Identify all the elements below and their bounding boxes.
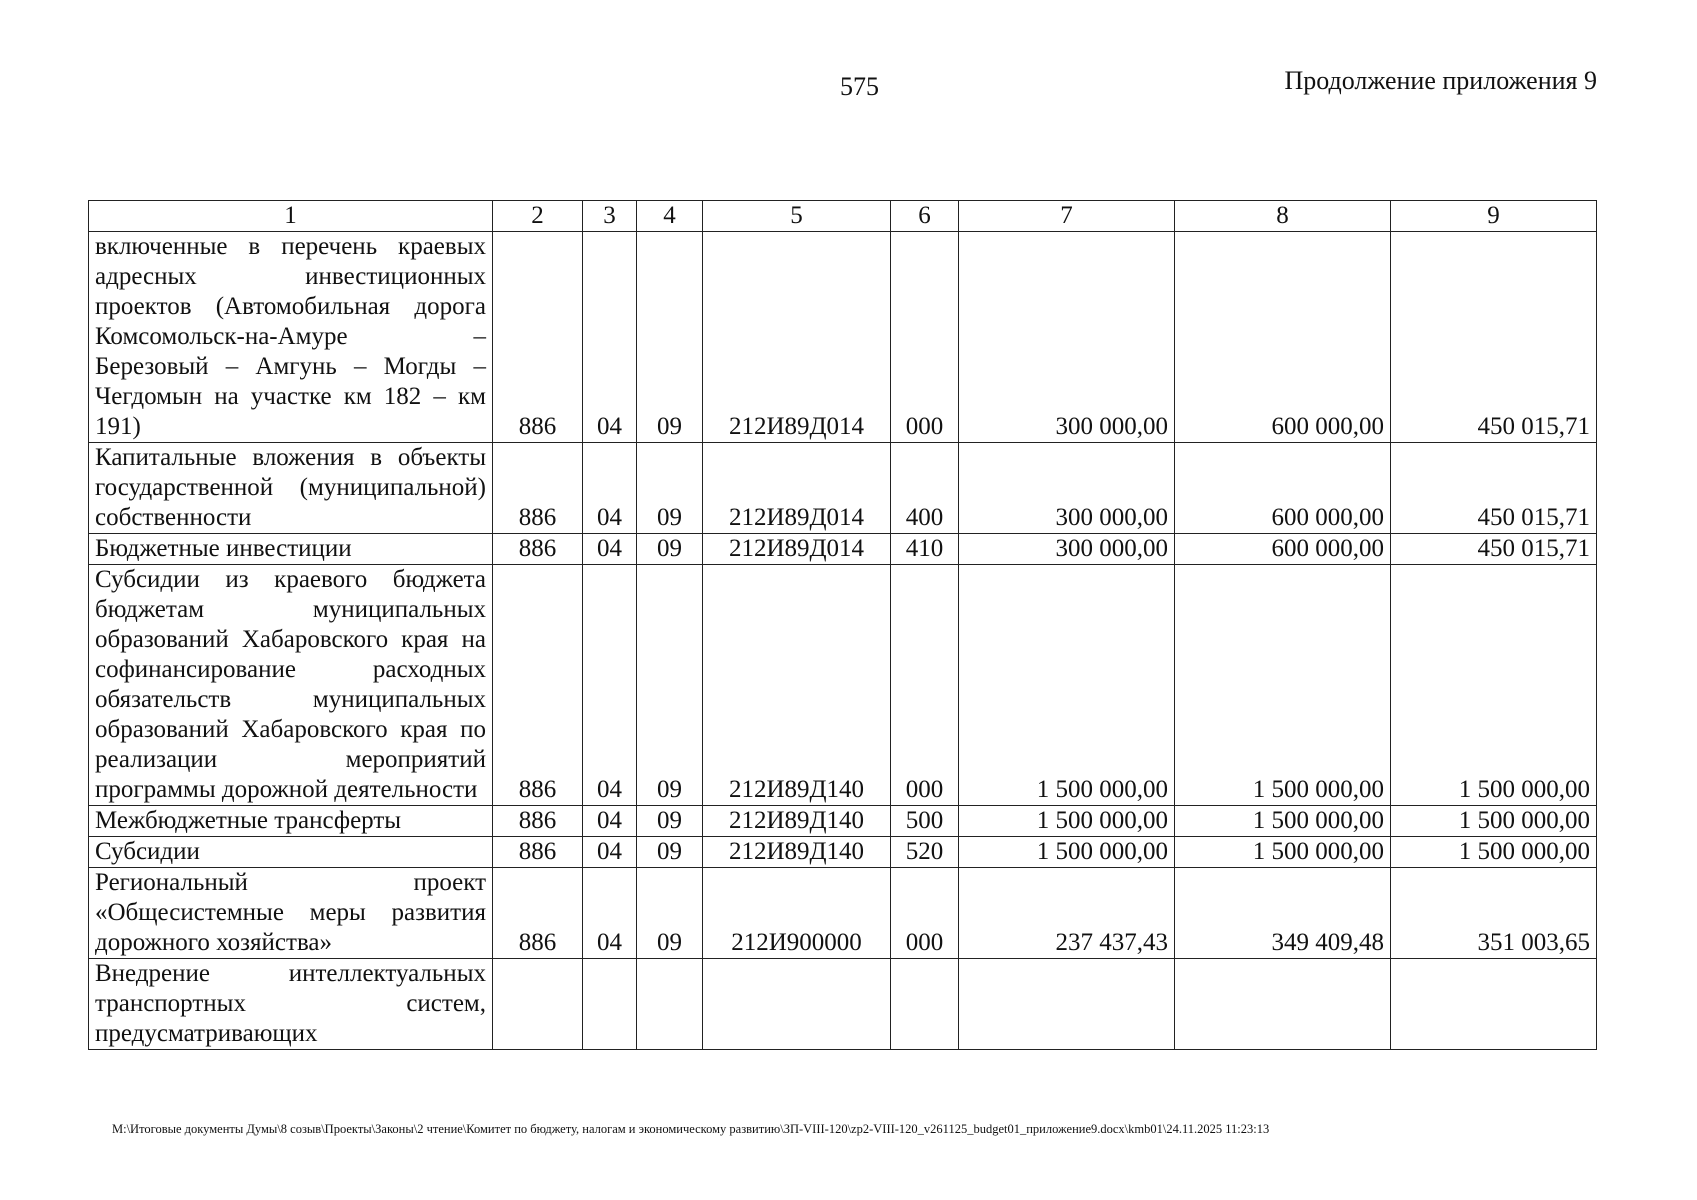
row-name: Внедрение интеллектуальных транспортных систем, предусматривающих: [89, 959, 493, 1050]
amount-cell: 300 000,00: [959, 232, 1175, 443]
row-name: Региональный проект «Общесистемные меры развития дорожного хозяйства»: [89, 868, 493, 959]
amount-cell: 600 000,00: [1175, 232, 1391, 443]
table-cell: 212И89Д014: [703, 232, 891, 443]
table-cell: 04: [583, 443, 637, 534]
table-cell: 212И89Д014: [703, 534, 891, 565]
amount-cell: [959, 959, 1175, 1050]
table-row: [89, 565, 1597, 806]
table-cell: 000: [891, 232, 959, 443]
table-row: [89, 534, 1597, 565]
table-cell: 09: [637, 868, 703, 959]
header-row: [89, 201, 1597, 232]
row-name: Субсидии из краевого бюджета бюджетам муниципальных образований Хабаровского края на софинансирование расходных обязательств муниципальных образований Хабаровского края по реализации мероприятий программы дорожной деятельности: [89, 565, 493, 806]
amount-cell: 600 000,00: [1175, 534, 1391, 565]
table-cell: 212И89Д140: [703, 565, 891, 806]
table-cell: 000: [891, 565, 959, 806]
column-header: 6: [891, 201, 959, 232]
amount-cell: 1 500 000,00: [1175, 837, 1391, 868]
amount-cell: [1175, 959, 1391, 1050]
appendix-title: Продолжение приложения 9: [1284, 66, 1597, 95]
amount-cell: 450 015,71: [1391, 534, 1597, 565]
table-cell: [891, 959, 959, 1050]
amount-cell: 351 003,65: [1391, 868, 1597, 959]
amount-cell: 1 500 000,00: [1175, 565, 1391, 806]
amount-cell: 1 500 000,00: [1391, 837, 1597, 868]
column-header: 7: [959, 201, 1175, 232]
table-cell: 212И900000: [703, 868, 891, 959]
table-cell: 886: [493, 868, 583, 959]
table-row: [89, 837, 1597, 868]
table-cell: 212И89Д014: [703, 443, 891, 534]
row-name: Субсидии: [89, 837, 493, 868]
amount-cell: [1391, 959, 1597, 1050]
column-header: 1: [89, 201, 493, 232]
table-row: [89, 443, 1597, 534]
table-cell: 04: [583, 565, 637, 806]
table-row: [89, 868, 1597, 959]
row-name: Межбюджетные трансферты: [89, 806, 493, 837]
amount-cell: 1 500 000,00: [1175, 806, 1391, 837]
column-header: 4: [637, 201, 703, 232]
amount-cell: 1 500 000,00: [959, 837, 1175, 868]
amount-cell: 1 500 000,00: [959, 565, 1175, 806]
amount-cell: 1 500 000,00: [1391, 565, 1597, 806]
table-cell: 04: [583, 837, 637, 868]
table-cell: 09: [637, 806, 703, 837]
table-cell: 886: [493, 443, 583, 534]
table-cell: 212И89Д140: [703, 837, 891, 868]
table-cell: 520: [891, 837, 959, 868]
table-cell: [493, 959, 583, 1050]
column-header: 3: [583, 201, 637, 232]
table-cell: [583, 959, 637, 1050]
table-cell: 886: [493, 806, 583, 837]
amount-cell: 450 015,71: [1391, 443, 1597, 534]
table-cell: [637, 959, 703, 1050]
table-cell: 04: [583, 806, 637, 837]
amount-cell: 300 000,00: [959, 443, 1175, 534]
table-cell: 09: [637, 534, 703, 565]
amount-cell: 450 015,71: [1391, 232, 1597, 443]
budget-table: [88, 200, 1597, 1050]
table-cell: 09: [637, 565, 703, 806]
table-cell: [703, 959, 891, 1050]
table-cell: 886: [493, 837, 583, 868]
table-cell: 04: [583, 232, 637, 443]
table-row: [89, 806, 1597, 837]
row-name: включенные в перечень краевых адресных инвестиционных проектов (Автомобильная дорога Комсомольск-на-Амуре – Березовый – Амгунь – Могды – Чегдомын на участке км 182 – км 191): [89, 232, 493, 443]
column-header: 8: [1175, 201, 1391, 232]
amount-cell: 237 437,43: [959, 868, 1175, 959]
table-cell: 886: [493, 565, 583, 806]
table-cell: 04: [583, 868, 637, 959]
table-cell: 09: [637, 232, 703, 443]
amount-cell: 349 409,48: [1175, 868, 1391, 959]
table-cell: 212И89Д140: [703, 806, 891, 837]
column-header: 5: [703, 201, 891, 232]
table-cell: 09: [637, 837, 703, 868]
amount-cell: 600 000,00: [1175, 443, 1391, 534]
amount-cell: 300 000,00: [959, 534, 1175, 565]
table-cell: 886: [493, 534, 583, 565]
page-number: 575: [840, 72, 879, 101]
row-name: Капитальные вложения в объекты государственной (муниципальной) собственности: [89, 443, 493, 534]
amount-cell: 1 500 000,00: [1391, 806, 1597, 837]
table-row: [89, 232, 1597, 443]
table-cell: 500: [891, 806, 959, 837]
table-cell: 09: [637, 443, 703, 534]
column-header: 2: [493, 201, 583, 232]
table-cell: 886: [493, 232, 583, 443]
table-cell: 400: [891, 443, 959, 534]
row-name: Бюджетные инвестиции: [89, 534, 493, 565]
table-row: [89, 959, 1597, 1050]
table-cell: 410: [891, 534, 959, 565]
column-header: 9: [1391, 201, 1597, 232]
table-cell: 04: [583, 534, 637, 565]
file-path-footer: M:\Итоговые документы Думы\8 созыв\Проекты\Законы\2 чтение\Комитет по бюджету, налогам и экономическому развитию\ЗП-VIII-120\zp2-VIII-120_v261125_budget01_приложение9.docx\kmb01\24.11.2025 11:23:13: [112, 1122, 1270, 1136]
amount-cell: 1 500 000,00: [959, 806, 1175, 837]
table-cell: 000: [891, 868, 959, 959]
